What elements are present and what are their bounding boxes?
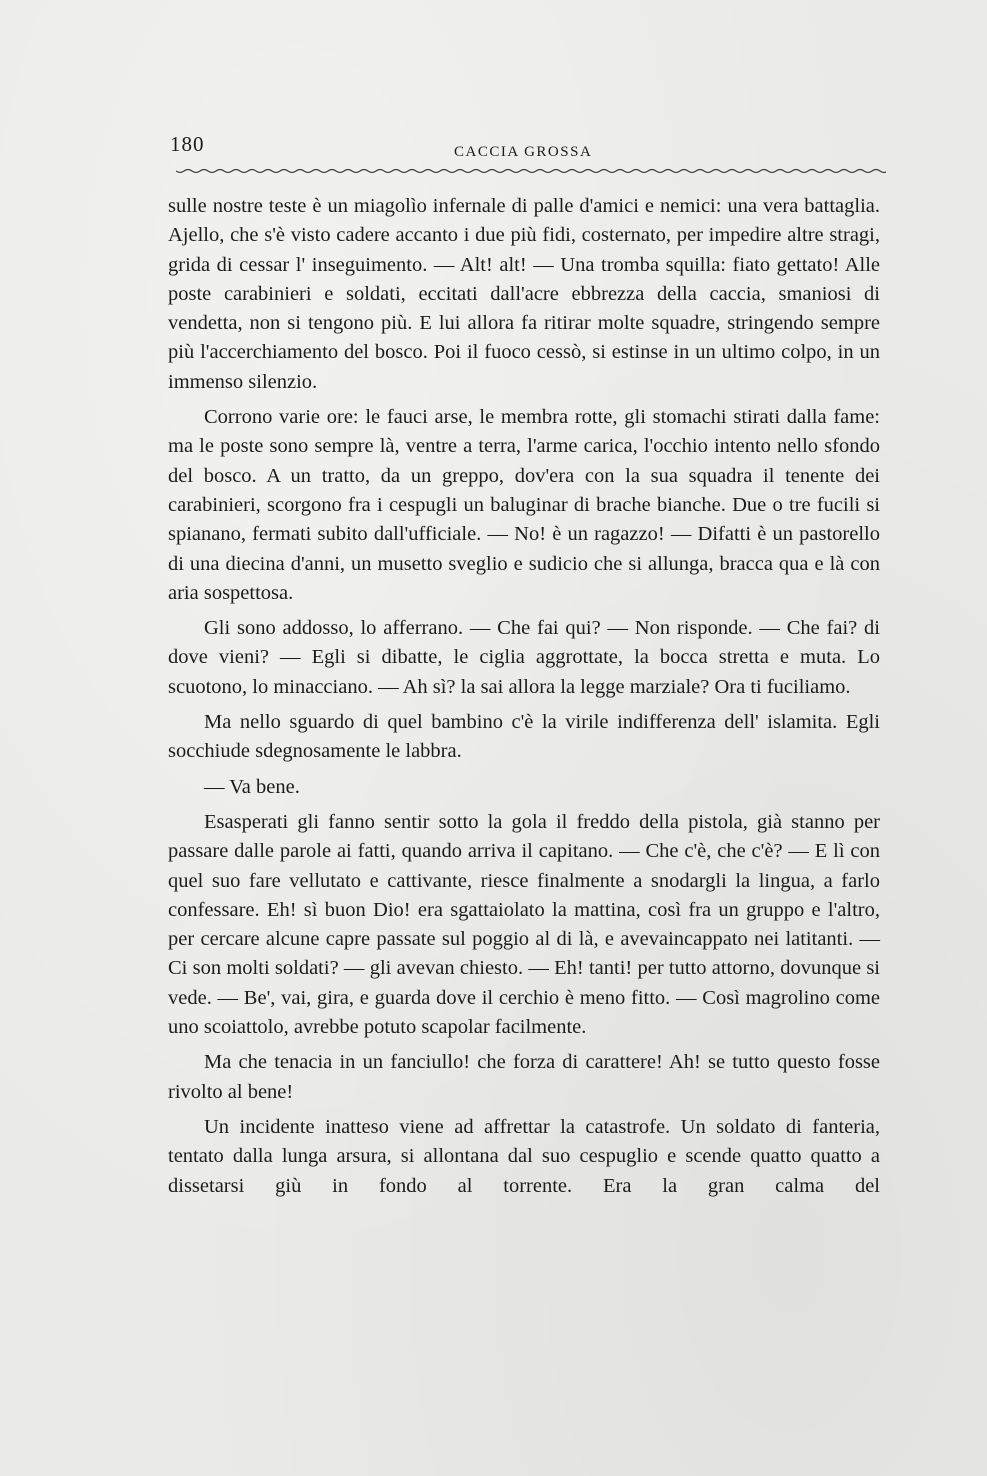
page-number: 180 xyxy=(170,132,205,156)
running-title: CACCIA GROSSA xyxy=(454,144,593,160)
body-text xyxy=(168,192,880,1201)
paragraph: — Va bene. xyxy=(204,775,300,798)
paragraph: Esasperati gli fanno sentir sotto la gola il freddo della pistola, già stanno per passare dalle parole ai fatti, quando arriva il capitano. — Che c'è, che c'è? — E lì con quel suo fare vellutato e cattivante, riesce finalmente a snodargli la lingua, a farlo confessare. Eh! sì buon Dio! era sgattaiolato la mattina, così fra un gruppo e l'altro, per cercare alcune capre passate sul poggio al di là, e avevaincappato nei latitanti. — Ci son molti soldati? — gli avevan chiesto. — Eh! tanti! per tutto attorno, dovunque si vede. — Be', vai, gira, e guarda dove il cerchio è meno fitto. — Così magrolino come uno scoiattolo, avrebbe potuto scapolar facilmente. xyxy=(168,810,880,1039)
paragraph: Un incidente inatteso viene ad affrettar la catastrofe. Un soldato di fanteria, tentato dalla lunga arsura, si allontana dal suo cespuglio e scende quatto quatto a dissetarsi giù in fondo al torrente. Era la gran calma del xyxy=(168,1115,880,1197)
paragraph: Ma nello sguardo di quel bambino c'è la virile indifferenza dell' islamita. Egli socchiude sdegnosamente le labbra. xyxy=(168,711,880,763)
header-rule xyxy=(176,168,886,180)
paragraph: Ma che tenacia in un fanciullo! che forza di carattere! Ah! se tutto questo fosse rivolto al bene! xyxy=(168,1051,880,1103)
paragraph: Corrono varie ore: le fauci arse, le membra rotte, gli stomachi stirati dalla fame: ma le poste sono sempre là, ventre a terra, l'arme carica, l'occhio intento nello sfondo del bosco. A un tratto, da un greppo, dov'era con la sua squadra il tenente dei carabinieri, scorgono fra i cespugli un baluginar di brache bianche. Due o tre fucili si spianano, fermati subito dall'ufficiale. — No! è un ragazzo! — Difatti è un pastorello di una diecina d'anni, un musetto sveglio e sudicio che si allunga, bracca qua e là con aria sospettosa. xyxy=(168,406,880,604)
paragraph: Gli sono addosso, lo afferrano. — Che fai qui? — Non risponde. — Che fai? di dove vieni? — Egli si dibatte, le ciglia aggrottate, la bocca stretta e muta. Lo scuotono, lo minacciano. — Ah sì? la sai allora la legge marziale? Ora ti fuciliamo. xyxy=(168,617,880,698)
page-header xyxy=(170,132,886,164)
paragraph: sulle nostre teste è un miagolìo infernale di palle d'amici e nemici: una vera battaglia. Ajello, che s'è visto cadere accanto i due più fidi, costernato, per impedire altre stragi, grida di cessar l' inseguimento. — Alt! alt! — Una tromba squilla: fiato gettato! Alle poste carabinieri e soldati, eccitati dall'acre ebbrezza della caccia, smaniosi di vendetta, non si tengono più. E lui allora fa ritirar molte squadre, stringendo sempre più l'accerchiamento del bosco. Poi il fuoco cessò, si estinse in un ultimo colpo, in un immenso silenzio. xyxy=(168,195,880,393)
